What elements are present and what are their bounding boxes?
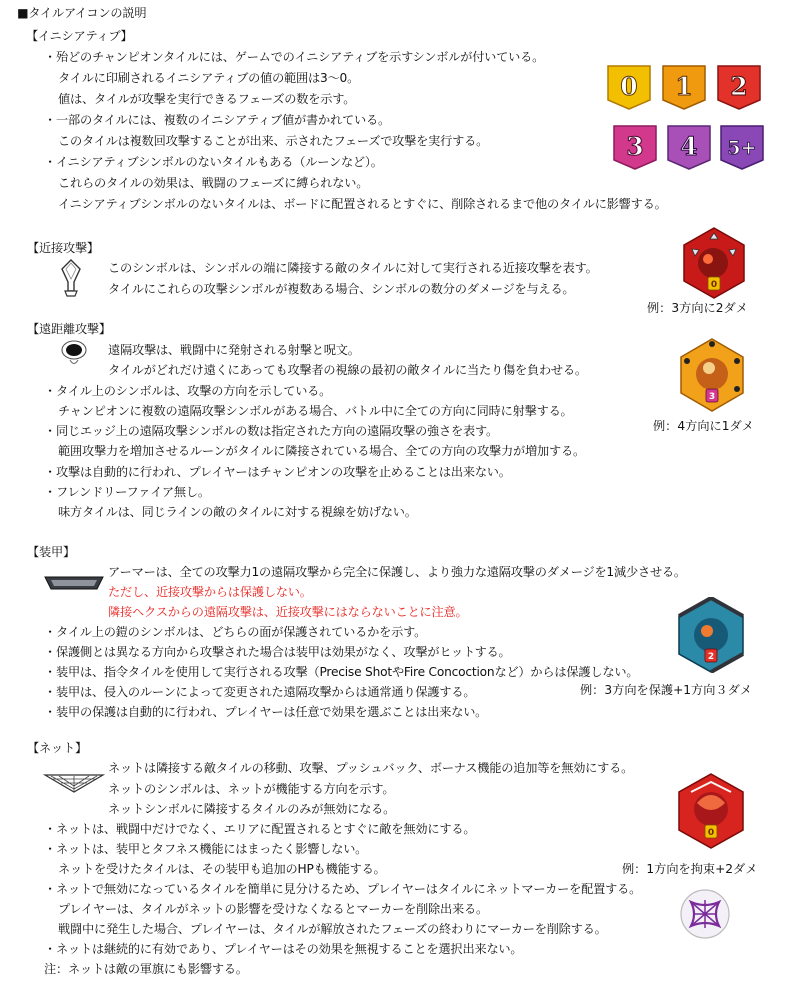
net-line: ネットのシンボルは、ネットが機能する方向を示す。 [108, 782, 395, 796]
armor-warning-line: ただし、近接攻撃からは保護しない。 [108, 585, 312, 599]
net-line: ・ネットは、戦闘中だけでなく、エリアに配置されるとすぐに敵を無効にする。 [44, 822, 476, 836]
melee-example-tile [682, 227, 746, 299]
initiative-badge-3 [612, 124, 658, 170]
ranged-line: ・攻撃は自動的に行われ、プレイヤーはチャンピオンの攻撃を止めることは出来ない。 [44, 465, 511, 479]
ranged-line: 遠隔攻撃は、戦闘中に発射される射撃と呪文。 [108, 343, 360, 357]
armor-line: ・装甲は、侵入のルーンによって変更された遠隔攻撃からは通常通り保護する。 [44, 685, 476, 699]
net-line: ・ネットは継続的に有効であり、プレイヤーはその効果を無視することを選択出来ない。 [44, 942, 523, 956]
initiative-line: これらのタイルの効果は、戦闘のフェーズに縛られない。 [58, 176, 369, 190]
page-title: ■タイルアイコンの説明 [17, 6, 147, 20]
badge-number: 0 [620, 72, 638, 101]
initiative-line: 値は、タイルが攻撃を実行できるフェーズの数を示す。 [58, 92, 356, 106]
ranged-line: ・同じエッジ上の遠隔攻撃シンボルの数は指定された方向の遠隔攻撃の強さを表す。 [44, 424, 498, 438]
armor-example-caption: 例：3方向を保護+1方向３ダメ [580, 683, 752, 697]
net-heading: 【ネット】 [27, 741, 87, 755]
net-line: ネットを受けたタイルは、その装甲も追加のHPも機能する。 [58, 862, 386, 876]
ranged-line: 範囲攻撃力を増加させるルーンがタイルに隣接されている場合、全ての方向の攻撃力が増加する。 [58, 444, 585, 458]
initiative-badge-5plus [719, 124, 765, 170]
armor-heading: 【装甲】 [27, 545, 75, 559]
initiative-badge-1 [661, 64, 707, 110]
armor-example-tile [677, 597, 745, 673]
initiative-line: ・一部のタイルには、複数のイニシアティブ値が書かれている。 [44, 113, 390, 127]
badge-number: 4 [680, 132, 698, 161]
tile-initiative-number: 0 [710, 280, 718, 290]
initiative-line: このタイルは複数回攻撃することが出来、示されたフェーズで攻撃を実行する。 [58, 134, 489, 148]
initiative-line: タイルに印刷されるイニシアティブの値の範囲は3～0。 [58, 71, 360, 85]
net-icon [43, 772, 105, 794]
initiative-line: イニシアティブシンボルのないタイルは、ボードに配置されるとすぐに、削除されるまで他のタイルに影響する。 [58, 197, 667, 211]
net-example-tile [677, 773, 745, 849]
net-line: ・ネットは、装甲とタフネス機能にはまったく影響しない。 [44, 842, 368, 856]
ranged-heading: 【遠距離攻撃】 [27, 322, 111, 336]
net-line: ・ネットで無効になっているタイルを簡単に見分けるため、プレイヤーはタイルにネットマーカーを配置する。 [44, 882, 642, 896]
initiative-badge-2 [716, 64, 762, 110]
net-line: 戦闘中に発生した場合、プレイヤーは、タイルが解放されたフェーズの終わりにマーカーを削除する。 [58, 922, 607, 936]
net-line: ネットは隣接する敵タイルの移動、攻撃、プッシュバック、ボーナス機能の追加等を無効にする。 [108, 761, 634, 775]
tile-initiative-number: 3 [708, 392, 716, 402]
ranged-line: ・フレンドリーファイア無し。 [44, 485, 210, 499]
armor-line: ・装甲の保護は自動的に行われ、プレイヤーは任意で効果を選ぶことは出来ない。 [44, 705, 488, 719]
initiative-badge-4 [666, 124, 712, 170]
net-example-caption: 例：1方向を拘束+2ダメ [622, 862, 758, 876]
ranged-example-tile [679, 338, 745, 412]
ranged-attack-icon [60, 338, 88, 368]
initiative-heading: 【イニシアティブ】 [26, 29, 133, 43]
armor-icon [43, 574, 105, 592]
net-note: 注：ネットは敵の軍旗にも影響する。 [44, 962, 248, 976]
ranged-line: タイルがどれだけ遠くにあっても攻撃者の視線の最初の敵タイルに当たり傷を負わせる。 [108, 363, 587, 377]
badge-number: 3 [626, 132, 644, 161]
armor-line: アーマーは、全ての攻撃力1の遠隔攻撃から完全に保護し、より強力な遠隔攻撃のダメージを1減少させる。 [108, 565, 686, 579]
ranged-line: ・タイル上のシンボルは、攻撃の方向を示している。 [44, 384, 332, 398]
melee-line: タイルにこれらの攻撃シンボルが複数ある場合、シンボルの数分のダメージを与える。 [108, 282, 575, 296]
badge-number: 5+ [727, 137, 757, 159]
initiative-line: ・イニシアティブシンボルのないタイルもある（ルーンなど）。 [44, 155, 383, 169]
armor-warning-line: 隣接ヘクスからの遠隔攻撃は、近接攻撃にはならないことに注意。 [108, 605, 468, 619]
initiative-badge-0 [606, 64, 652, 110]
melee-attack-icon [58, 258, 84, 298]
melee-example-caption: 例：3方向に2ダメ [647, 301, 748, 315]
ranged-line: 味方タイルは、同じラインの敵のタイルに対する視線を妨げない。 [58, 505, 417, 519]
net-marker-icon [679, 888, 731, 940]
armor-line: ・装甲は、指令タイルを使用して実行される攻撃（Precise ShotやFire Concoctionなど）からは保護しない。 [44, 665, 639, 679]
net-line: ネットシンボルに隣接するタイルのみが無効になる。 [108, 802, 396, 816]
ranged-line: チャンピオンに複数の遠隔攻撃シンボルがある場合、バトル中に全ての方向に同時に射撃する。 [58, 404, 573, 418]
badge-number: 2 [730, 72, 748, 101]
tile-initiative-number: 0 [707, 828, 715, 838]
badge-number: 1 [675, 72, 693, 101]
tile-initiative-number: 2 [707, 652, 715, 662]
armor-line: ・保護側とは異なる方向から攻撃された場合は装甲は効果がなく、攻撃がヒットする。 [44, 645, 511, 659]
initiative-line: ・殆どのチャンピオンタイルには、ゲームでのイニシアティブを示すシンボルが付いている。 [44, 50, 545, 64]
melee-heading: 【近接攻撃】 [27, 241, 99, 255]
melee-line: このシンボルは、シンボルの端に隣接する敵のタイルに対して実行される近接攻撃を表す。 [108, 261, 598, 275]
net-line: プレイヤーは、タイルがネットの影響を受けなくなるとマーカーを削除出来る。 [58, 902, 488, 916]
armor-line: ・タイル上の鎧のシンボルは、どちらの面が保護されているかを示す。 [44, 625, 427, 639]
ranged-example-caption: 例：4方向に1ダメ [653, 419, 754, 433]
